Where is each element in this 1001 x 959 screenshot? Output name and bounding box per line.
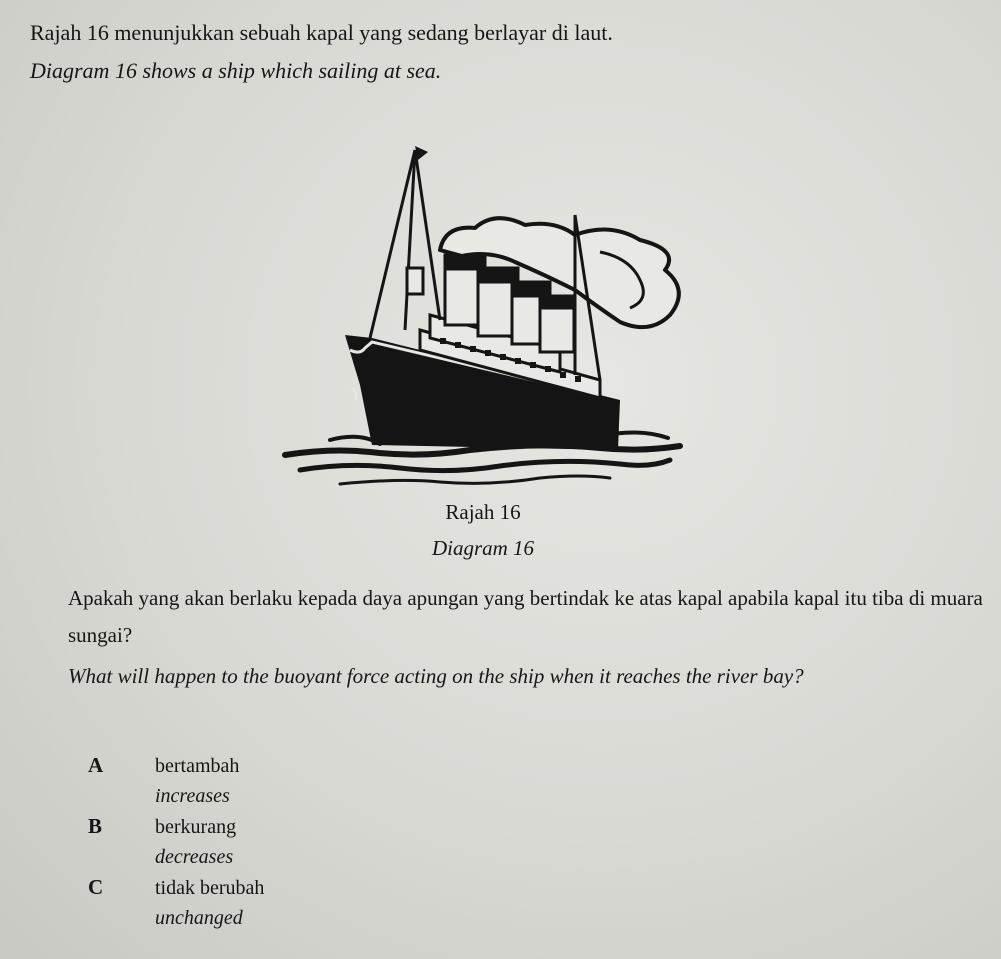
option-b-malay[interactable]: berkurang — [155, 816, 237, 838]
question-malay: Apakah yang akan berlaku kepada daya apungan yang bertindak ke atas kapal apabila kapal itu tiba di muara sungai? — [68, 586, 983, 647]
option-a-english[interactable]: increases — [155, 785, 230, 807]
figure-caption-english: Diagram 16 — [431, 536, 535, 560]
intro-english: Diagram 16 shows a ship which sailing at sea. — [30, 58, 442, 83]
option-a-letter[interactable]: A — [88, 753, 104, 777]
ship-illustration — [280, 140, 690, 490]
option-b-letter[interactable]: B — [88, 814, 103, 838]
option-c-letter[interactable]: C — [88, 875, 104, 899]
option-a-malay[interactable]: bertambah — [155, 755, 240, 777]
option-c-english[interactable]: unchanged — [155, 907, 243, 929]
option-c-malay[interactable]: tidak berubah — [155, 877, 265, 899]
option-b-english[interactable]: decreases — [155, 846, 234, 868]
figure-caption-malay: Rajah 16 — [445, 500, 521, 524]
question-english: What will happen to the buoyant force acting on the ship when it reaches the river bay? — [68, 664, 804, 688]
intro-malay: Rajah 16 menunjukkan sebuah kapal yang sedang berlayar di laut. — [30, 20, 613, 45]
